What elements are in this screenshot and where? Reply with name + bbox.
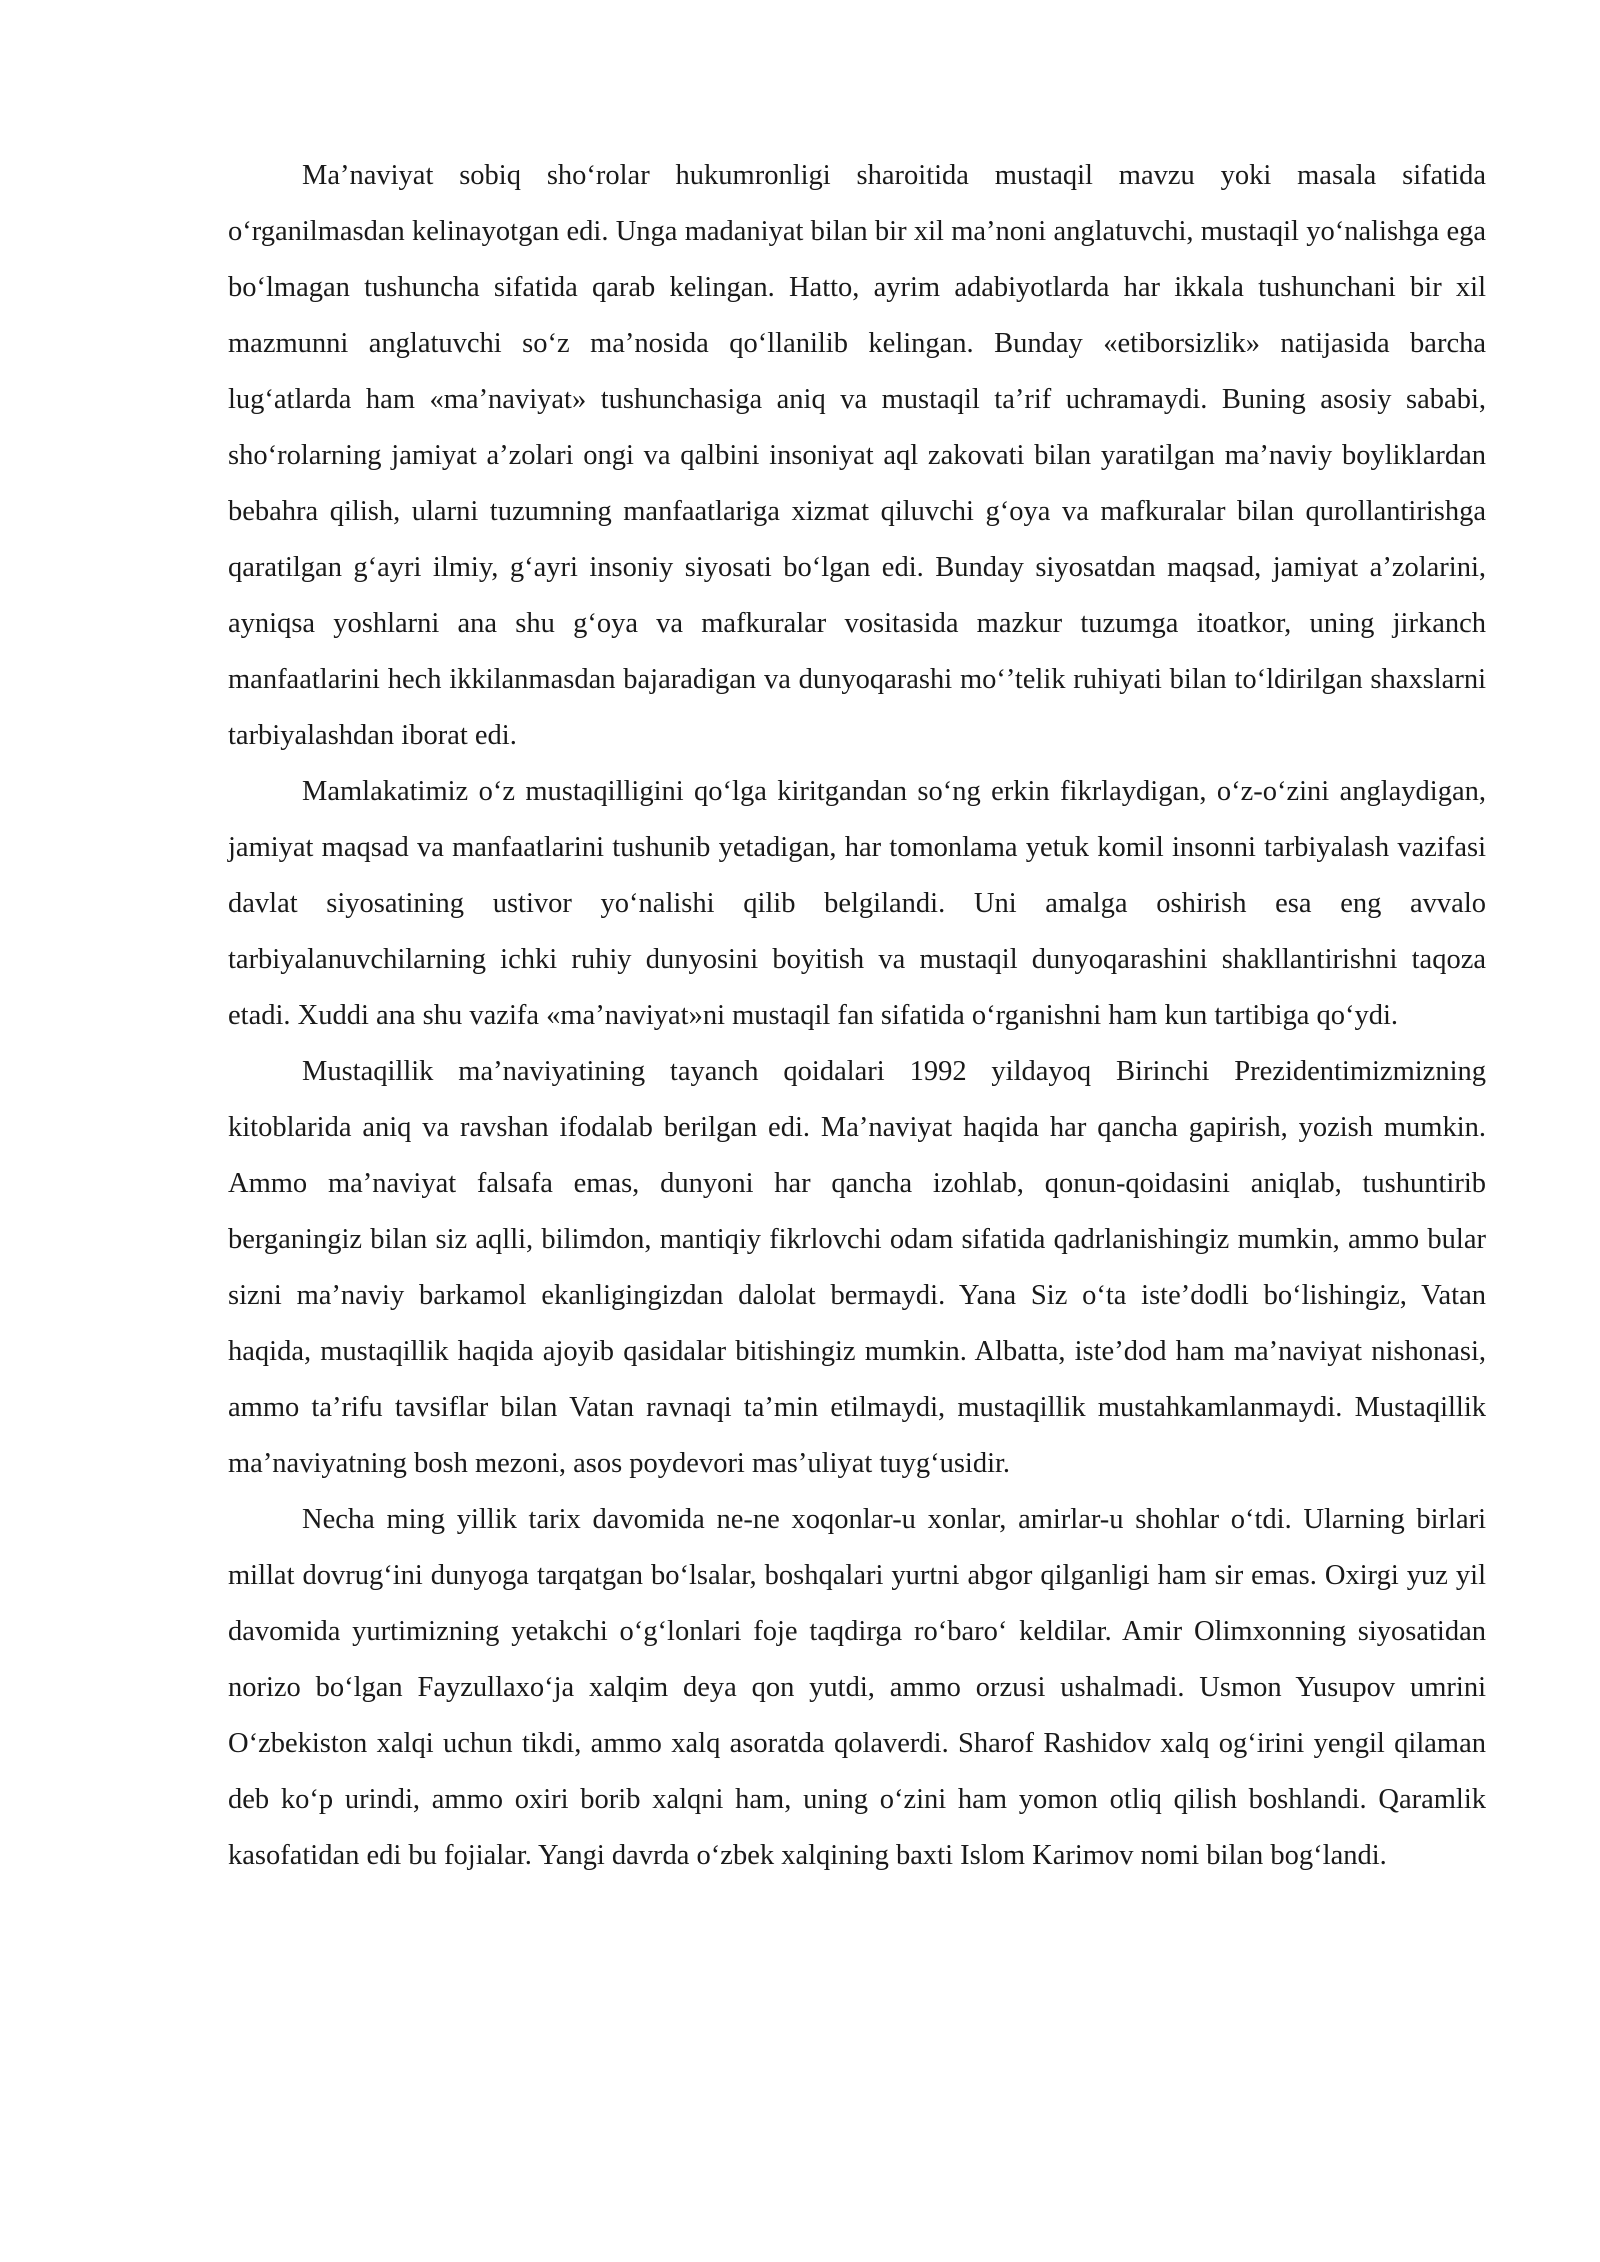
paragraph-1: Ma’naviyat sobiq sho‘rolar hukumronligi sharoitida mustaqil mavzu yoki masala sifatida o‘rganilmasdan kelinayotgan edi. Unga madaniyat bilan bir xil ma’noni anglatuvchi, mustaqil yo‘nalishga ega bo‘lmagan tushuncha sifatida qarab kelingan. Hatto, ayrim adabiyotlarda har ikkala tushunchani bir xil mazmunni anglatuvchi so‘z ma’nosida qo‘llanilib kelingan. Bunday «etiborsizlik» natijasida barcha lug‘atlarda ham «ma’naviyat» tushunchasiga aniq va mustaqil ta’rif uchramaydi. Buning asosiy sababi, sho‘rolarning jamiyat a’zolari ongi va qalbini insoniyat aql zakovati bilan yaratilgan ma’naviy boyliklardan bebahra qilish, ularni tuzumning manfaatlariga xizmat qiluvchi g‘oya va mafkuralar bilan qurollantirishga qaratilgan g‘ayri ilmiy, g‘ayri insoniy siyosati bo‘lgan edi. Bunday siyosatdan maqsad, jamiyat a’zolarini, ayniqsa yoshlarni ana shu g‘oya va mafkuralar vositasida mazkur tuzumga itoatkor, uning jirkanch manfaatlarini hech ikkilanmasdan bajaradigan va dunyoqarashi mo‘’telik ruhiyati bilan to‘ldirilgan shaxslarni tarbiyalashdan iborat edi. (228, 160, 1486, 751)
paragraph-3: Mustaqillik ma’naviyatining tayanch qoidalari 1992 yildayoq Birinchi Prezidentimizmizning kitoblarida aniq va ravshan ifodalab berilgan edi. Ma’naviyat haqida har qancha gapirish, yozish mumkin. Ammo ma’naviyat falsafa emas, dunyoni har qancha izohlab, qonun-qoidasini aniqlab, tushuntirib berganingiz bilan siz aqlli, bilimdon, mantiqiy fikrlovchi odam sifatida qadrlanishingiz mumkin, ammo bular sizni ma’naviy barkamol ekanligingizdan dalolat bermaydi. Yana Siz o‘ta iste’dodli bo‘lishingiz, Vatan haqida, mustaqillik haqida ajoyib qasidalar bitishingiz mumkin. Albatta, iste’dod ham ma’naviyat nishonasi, ammo ta’rifu tavsiflar bilan Vatan ravnaqi ta’min etilmaydi, mustaqillik mustahkamlanmaydi. Mustaqillik ma’naviyatning bosh mezoni, asos poydevori mas’uliyat tuyg‘usidir. (228, 1056, 1486, 1479)
document-page (228, 148, 1486, 1884)
paragraph-2: Mamlakatimiz o‘z mustaqilligini qo‘lga kiritgandan so‘ng erkin fikrlaydigan, o‘z-o‘zini anglaydigan, jamiyat maqsad va manfaatlarini tushunib yetadigan, har tomonlama yetuk komil insonni tarbiyalash vazifasi davlat siyosatining ustivor yo‘nalishi qilib belgilandi. Uni amalga oshirish esa eng avvalo tarbiyalanuvchilarning ichki ruhiy dunyosini boyitish va mustaqil dunyoqarashini shakllantirishni taqoza etadi. Xuddi ana shu vazifa «ma’naviyat»ni mustaqil fan sifatida o‘rganishni ham kun tartibiga qo‘ydi. (228, 776, 1486, 1031)
paragraph-4: Necha ming yillik tarix davomida ne-ne xoqonlar-u xonlar, amirlar-u shohlar o‘tdi. Ularning birlari millat dovrug‘ini dunyoga tarqatgan bo‘lsalar, boshqalari yurtni abgor qilganligi ham sir emas. Oxirgi yuz yil davomida yurtimizning yetakchi o‘g‘lonlari foje taqdirga ro‘baro‘ keldilar. Amir Olimxonning siyosatidan norizo bo‘lgan Fayzullaxo‘ja xalqim deya qon yutdi, ammo orzusi ushalmadi. Usmon Yusupov umrini O‘zbekiston xalqi uchun tikdi, ammo xalq asoratda qolaverdi. Sharof Rashidov xalq og‘irini yengil qilaman deb ko‘p urindi, ammo oxiri borib xalqni ham, uning o‘zini ham yomon otliq qilish boshlandi. Qaramlik kasofatidan edi bu fojialar. Yangi davrda o‘zbek xalqining baxti Islom Karimov nomi bilan bog‘landi. (228, 1504, 1486, 1871)
